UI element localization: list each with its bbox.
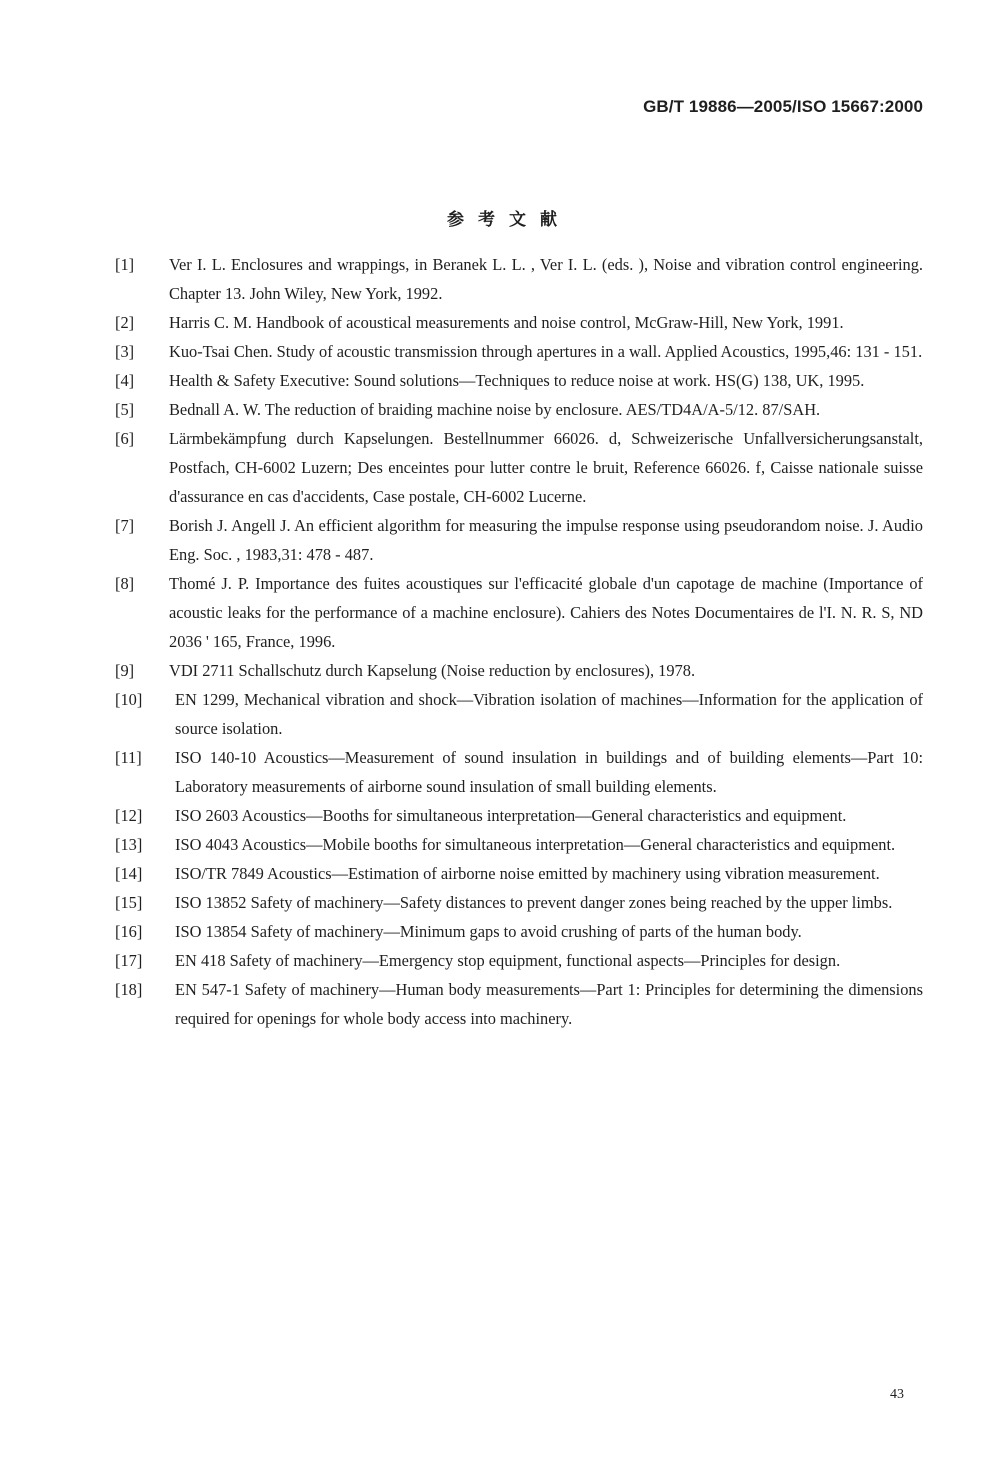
reference-item: [115, 656, 923, 685]
reference-number: [8]: [115, 574, 135, 593]
reference-text: Borish J. Angell J. An efficient algorithm for measuring the impulse response using pseudorandom noise. J. Audio Eng. Soc. , 1983,31: 478 - 487.: [169, 516, 923, 564]
reference-text: EN 418 Safety of machinery—Emergency stop equipment, functional aspects—Principles for design.: [175, 951, 841, 970]
reference-number: [1]: [115, 255, 135, 274]
reference-item: [115, 395, 923, 424]
reference-text: ISO 4043 Acoustics—Mobile booths for simultaneous interpretation—General characteristics and equipment.: [175, 835, 896, 854]
reference-text: Thomé J. P. Importance des fuites acoustiques sur l'efficacité globale d'un capotage de machine (Importance of acoustic leaks for the performance of a machine enclosure). Cahiers des Notes Documentaires de l'I. N. R. S, ND 2036 ' 165, France, 1996.: [169, 574, 923, 651]
reference-number: [12]: [115, 806, 143, 825]
reference-text: EN 1299, Mechanical vibration and shock—Vibration isolation of machines—Information for the application of source isolation.: [175, 690, 923, 738]
reference-item: [115, 859, 923, 888]
reference-number: [9]: [115, 661, 135, 680]
reference-number: [18]: [115, 980, 143, 999]
reference-number: [13]: [115, 835, 143, 854]
reference-number: [5]: [115, 400, 135, 419]
reference-number: [14]: [115, 864, 143, 883]
reference-number: [6]: [115, 429, 135, 448]
reference-number: [11]: [115, 748, 142, 767]
reference-text: VDI 2711 Schallschutz durch Kapselung (Noise reduction by enclosures), 1978.: [169, 661, 696, 680]
reference-list: [115, 250, 923, 1033]
reference-item: [115, 337, 923, 366]
reference-item: [115, 917, 923, 946]
reference-text: ISO 140-10 Acoustics—Measurement of sound insulation in buildings and of building elements—Part 10: Laboratory measurements of airborne sound insulation of small building elements.: [175, 748, 923, 796]
reference-item: [115, 569, 923, 656]
reference-item: [115, 366, 923, 395]
reference-item: [115, 685, 923, 743]
reference-text: Kuo-Tsai Chen. Study of acoustic transmission through apertures in a wall. Applied Acoustics, 1995,46: 131 - 151.: [169, 342, 923, 361]
reference-text: Ver I. L. Enclosures and wrappings, in Beranek L. L. , Ver I. L. (eds. ), Noise and vibration control engineering. Chapter 13. John Wiley, New York, 1992.: [169, 255, 923, 303]
reference-number: [16]: [115, 922, 143, 941]
reference-text: Lärmbekämpfung durch Kapselungen. Bestellnummer 66026. d, Schweizerische Unfallversicherungsanstalt, Postfach, CH-6002 Luzern; Des enceintes pour lutter contre le bruit, Reference 66026. f, Caisse nationale suisse d'assurance en cas d'accidents, Case postale, CH-6002 Lucerne.: [169, 429, 923, 506]
reference-item: [115, 801, 923, 830]
section-title: 参考文献: [447, 210, 571, 230]
reference-item: [115, 975, 923, 1033]
reference-text: ISO 13852 Safety of machinery—Safety distances to prevent danger zones being reached by the upper limbs.: [175, 893, 893, 912]
reference-number: [4]: [115, 371, 135, 390]
reference-item: [115, 946, 923, 975]
page-number: 43: [890, 1387, 904, 1402]
reference-item: [115, 250, 923, 308]
reference-text: ISO/TR 7849 Acoustics—Estimation of airborne noise emitted by machinery using vibration measurement.: [175, 864, 880, 883]
reference-item: [115, 888, 923, 917]
reference-item: [115, 830, 923, 859]
reference-number: [7]: [115, 516, 135, 535]
reference-text: Bednall A. W. The reduction of braiding machine noise by enclosure. AES/TD4A/A-5/12. 87/SAH.: [169, 400, 821, 419]
reference-text: ISO 13854 Safety of machinery—Minimum gaps to avoid crushing of parts of the human body.: [175, 922, 802, 941]
reference-number: [10]: [115, 690, 143, 709]
reference-number: [17]: [115, 951, 143, 970]
reference-number: [2]: [115, 313, 135, 332]
reference-number: [3]: [115, 342, 135, 361]
reference-number: [15]: [115, 893, 143, 912]
reference-item: [115, 424, 923, 511]
reference-item: [115, 308, 923, 337]
reference-text: Health & Safety Executive: Sound solutions—Techniques to reduce noise at work. HS(G) 138, UK, 1995.: [169, 371, 865, 390]
reference-item: [115, 511, 923, 569]
standard-number-header: GB/T 19886—2005/ISO 15667:2000: [643, 97, 923, 116]
reference-text: Harris C. M. Handbook of acoustical measurements and noise control, McGraw-Hill, New York, 1991.: [169, 313, 844, 332]
reference-text: EN 547-1 Safety of machinery—Human body measurements—Part 1: Principles for determining the dimensions required for openings for whole body access into machinery.: [175, 980, 923, 1028]
reference-item: [115, 743, 923, 801]
reference-text: ISO 2603 Acoustics—Booths for simultaneous interpretation—General characteristics and equipment.: [175, 806, 847, 825]
